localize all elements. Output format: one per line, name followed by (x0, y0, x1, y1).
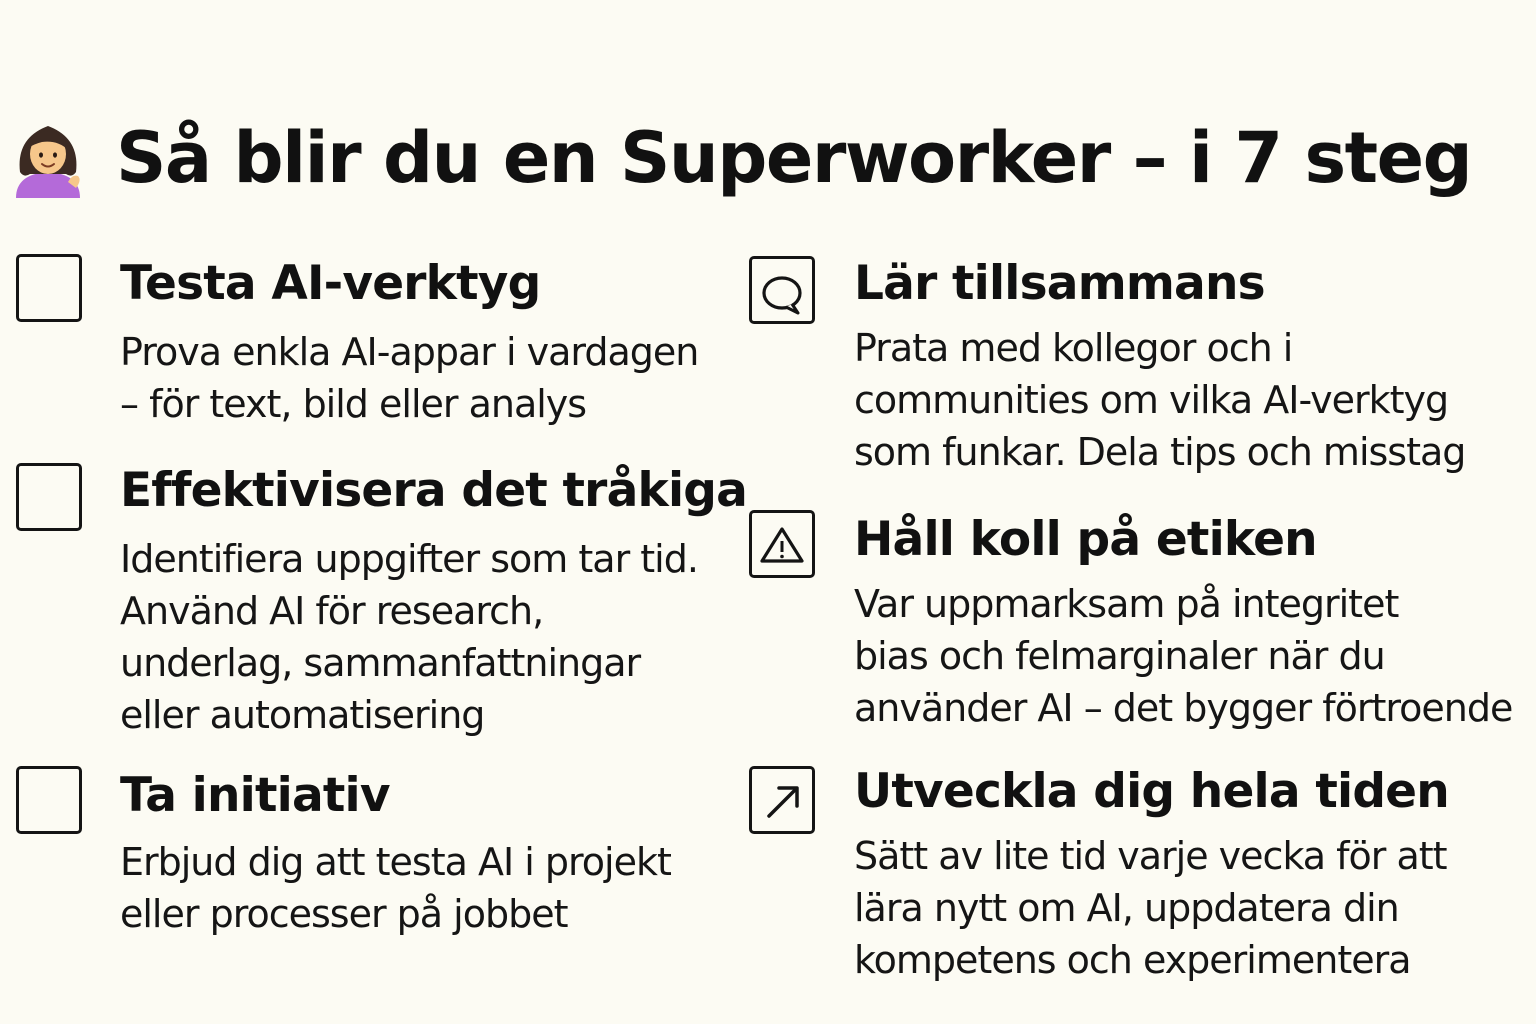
step-title: Lär tillsammans (854, 256, 1265, 311)
woman-tipping-hand-emoji-icon (10, 118, 86, 198)
step-title: Ta initiativ (120, 768, 390, 823)
warning-triangle-icon (749, 510, 815, 578)
step-title: Testa AI-verktyg (120, 256, 541, 311)
page-header (10, 106, 1471, 210)
step-description: Erbjud dig att testa AI i projekt eller processer på jobbet (120, 840, 671, 936)
step-description: Var uppmarksam på integritet bias och felmarginaler när du använder AI – det bygger förtroende (854, 582, 1513, 730)
step-description: Identifiera uppgifter som tar tid. Använd AI för research, underlag, sammanfattningar eller automatisering (120, 537, 698, 737)
page-title: Så blir du en Superworker – i 7 steg (116, 117, 1472, 199)
step-description: Sätt av lite tid varje vecka för att lära nytt om AI, uppdatera din kompetens och experimentera (854, 834, 1447, 982)
step-title: Utveckla dig hela tiden (854, 764, 1449, 819)
empty-checkbox-icon (16, 463, 82, 531)
step-title: Effektivisera det tråkiga (120, 463, 748, 518)
empty-checkbox-icon (16, 254, 82, 322)
step-description: Prata med kollegor och i communities om vilka AI-verktyg som funkar. Dela tips och misstag (854, 326, 1466, 474)
step-title: Håll koll på etiken (854, 512, 1317, 567)
chat-bubble-icon (749, 256, 815, 324)
arrow-up-right-icon (749, 766, 815, 834)
empty-checkbox-icon (16, 766, 82, 834)
step-description: Prova enkla AI-appar i vardagen – för text, bild eller analys (120, 330, 699, 426)
